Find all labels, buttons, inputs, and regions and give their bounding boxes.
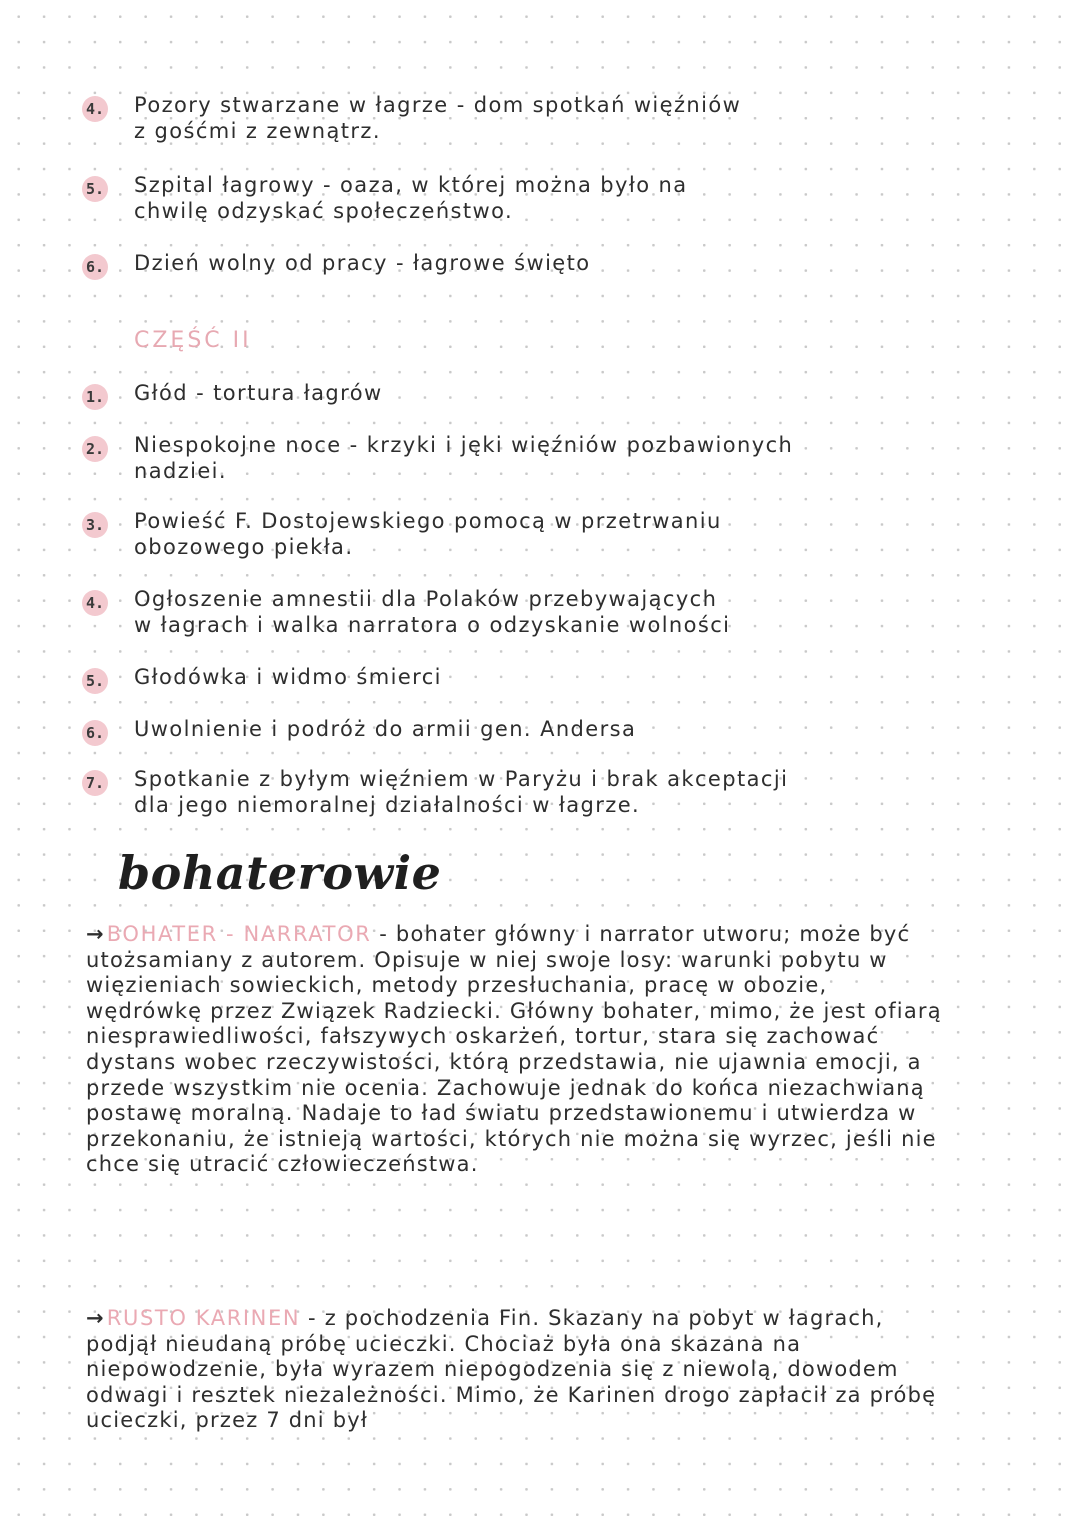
arrow-icon: →: [86, 922, 105, 946]
item-text: Głód - tortura łagrów: [134, 381, 383, 405]
character-entry: [86, 1306, 946, 1434]
item-text: Szpital łagrowy - oaza, w której można było na chwilę odzyskać społeczeństwo.: [134, 173, 688, 223]
list-item: [82, 586, 982, 638]
item-number: 1.: [82, 384, 108, 410]
item-text: Spotkanie z byłym więźniem w Paryżu i brak akceptacji dla jego niemoralnej działalności w łagrze.: [134, 767, 789, 817]
list-item: [82, 92, 982, 144]
item-number: 3.: [82, 512, 108, 538]
item-number: 6.: [82, 254, 108, 280]
part-title: CZĘŚĆ II: [134, 328, 252, 353]
character-description: [86, 922, 946, 1178]
item-number: 5.: [82, 176, 108, 202]
list-item: [82, 380, 982, 410]
arrow-icon: →: [86, 1306, 105, 1330]
list-item: [82, 250, 982, 280]
item-number: 7.: [82, 770, 108, 796]
list-item: [82, 432, 982, 484]
character-name: BOHATER - NARRATOR: [106, 922, 372, 946]
item-text: Powieść F. Dostojewskiego pomocą w przetrwaniu obozowego piekła.: [134, 509, 722, 559]
item-number: 2.: [82, 436, 108, 462]
character-text: - z pochodzenia Fin. Skazany na pobyt w łagrach, podjął nieudaną próbę ucieczki. Chociaż była ona skazana na niepowodzenie, była wyrazem niepogodzenia się z niewolą, dowodem odwagi i resztek niezależności. Mimo, że Karinen drogo zapłacił za próbę ucieczki, przez 7 dni był: [86, 1306, 937, 1433]
character-description: [86, 1306, 946, 1434]
item-text: Pozory stwarzane w łagrze - dom spotkań więźniów z gośćmi z zewnątrz.: [134, 93, 742, 143]
character-text: - bohater główny i narrator utworu; może być utożsamiany z autorem. Opisuje w niej swoje losy: warunki pobytu w więzieniach sowieckich, metody przesłuchania, pracę w obozie, wędrówkę przez Związek Radziecki. Główny bohater, mimo, że jest ofiarą niesprawiedliwości, fałszywych oskarżeń, tortur, stara się zachować dystans wobec rzeczywistości, którą przedstawia, nie ujawnia emocji, a przede wszystkim nie ocenia. Zachowuje jednak do końca niezachwianą postawę moralną. Nadaje to ład światu przedstawionemu i utwierdza w przekonaniu, że istnieją wartości, których nie można się wyrzec, jeśli nie chce się utracić człowieczeństwa.: [86, 922, 942, 1177]
list-item: [82, 172, 982, 224]
item-text: Dzień wolny od pracy - łagrowe święto: [134, 251, 591, 275]
list-item: [82, 508, 982, 560]
item-text: Głodówka i widmo śmierci: [134, 665, 442, 689]
item-text: Uwolnienie i podróż do armii gen. Andersa: [134, 717, 637, 741]
section-heading: bohaterowie: [118, 846, 442, 900]
item-number: 5.: [82, 668, 108, 694]
list-item: [82, 766, 982, 818]
item-number: 6.: [82, 720, 108, 746]
item-text: Ogłoszenie amnestii dla Polaków przebywających w łagrach i walka narratora o odzyskanie wolności: [134, 587, 731, 637]
character-name: RUSTO KARINEN: [106, 1306, 301, 1330]
item-number: 4.: [82, 96, 108, 122]
character-entry: [86, 922, 946, 1178]
item-number: 4.: [82, 590, 108, 616]
item-text: Niespokojne noce - krzyki i jęki więźniów pozbawionych nadziei.: [134, 433, 794, 483]
list-item: [82, 716, 982, 746]
list-item: [82, 664, 982, 694]
